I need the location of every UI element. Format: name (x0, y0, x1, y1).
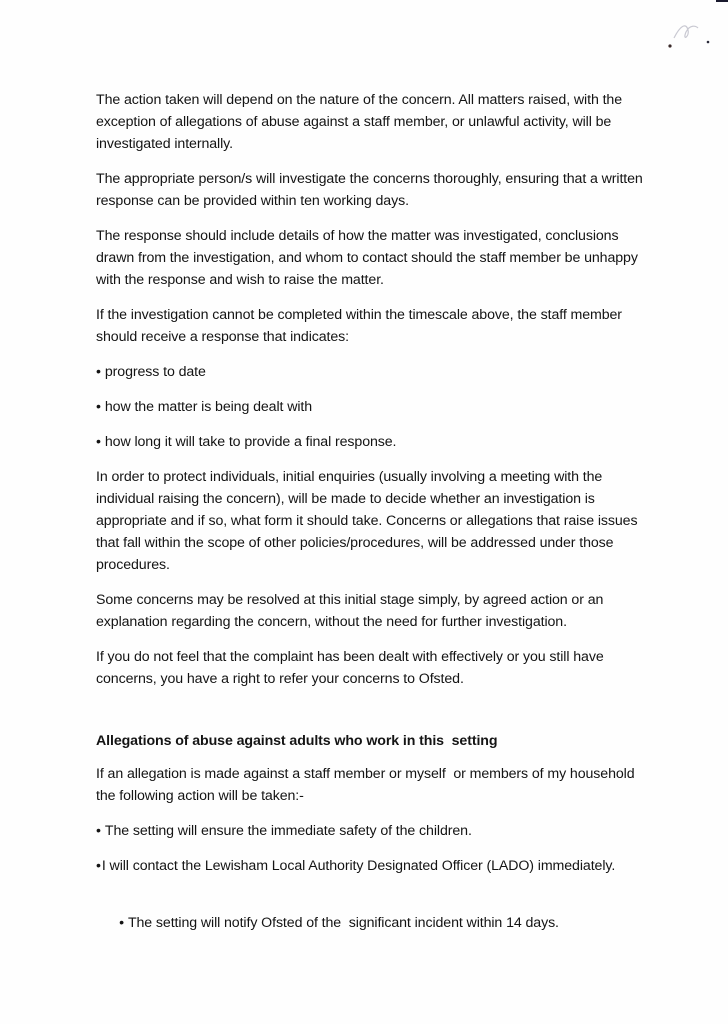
handwritten-mark-icon (660, 16, 720, 52)
bullet-icon: • (96, 823, 101, 839)
paragraph-refer-ofsted: If you do not feel that the complaint has been dealt with effectively or you still have concerns, you have a right to refer your concerns to Ofsted. (96, 649, 604, 687)
bullet-icon: • (96, 364, 101, 380)
section-heading: Allegations of abuse against adults who work in this setting (96, 733, 498, 749)
bullet-icon: • (96, 399, 101, 415)
list-item: •I will contact the Lewisham Local Authority Designated Officer (LADO) immediately. (96, 855, 656, 877)
bullet-icon: • (96, 858, 101, 874)
bullet-icon: • (96, 434, 101, 450)
list-item: • The setting will notify Ofsted of the significant incident within 14 days. (96, 890, 656, 956)
bullet-icon: • (119, 915, 124, 931)
paragraph-response-details: The response should include details of how the matter was investigated, conclusions drawn from the investigation, and whom to contact should the staff member be unhappy with the response and wish to raise the matter. (96, 228, 638, 288)
paragraph-timescale: If the investigation cannot be completed within the timescale above, the staff member should receive a response that indicates: (96, 307, 622, 345)
list-item: • how the matter is being dealt with (96, 396, 656, 418)
section-intro: If an allegation is made against a staff member or myself or members of my household the following action will be taken:- (96, 766, 639, 804)
scan-edge-mark (716, 0, 728, 2)
paragraph-initial-enquiries: In order to protect individuals, initial enquiries (usually involving a meeting with the individual raising the concern), will be made to decide whether an investigation is appropriate and if so, what form it should take. Concerns or allegations that raise issues that fall within the scope of other policies/procedures, will be addressed under those procedures. (96, 469, 638, 573)
paragraph-action-taken: The action taken will depend on the nature of the concern. All matters raised, with the exception of allegations of abuse against a staff member, or unlawful activity, will be investigated internally. (96, 92, 623, 152)
list-item: • The setting will ensure the immediate safety of the children. (96, 820, 656, 842)
paragraph-investigate: The appropriate person/s will investigate the concerns thoroughly, ensuring that a written response can be provided within ten working days. (96, 171, 643, 209)
document-body (96, 89, 656, 969)
paragraph-resolved-initially: Some concerns may be resolved at this initial stage simply, by agreed action or an explanation regarding the concern, without the need for further investigation. (96, 592, 604, 630)
list-item: • how long it will take to provide a final response. (96, 431, 656, 453)
list-item: • progress to date (96, 361, 656, 383)
